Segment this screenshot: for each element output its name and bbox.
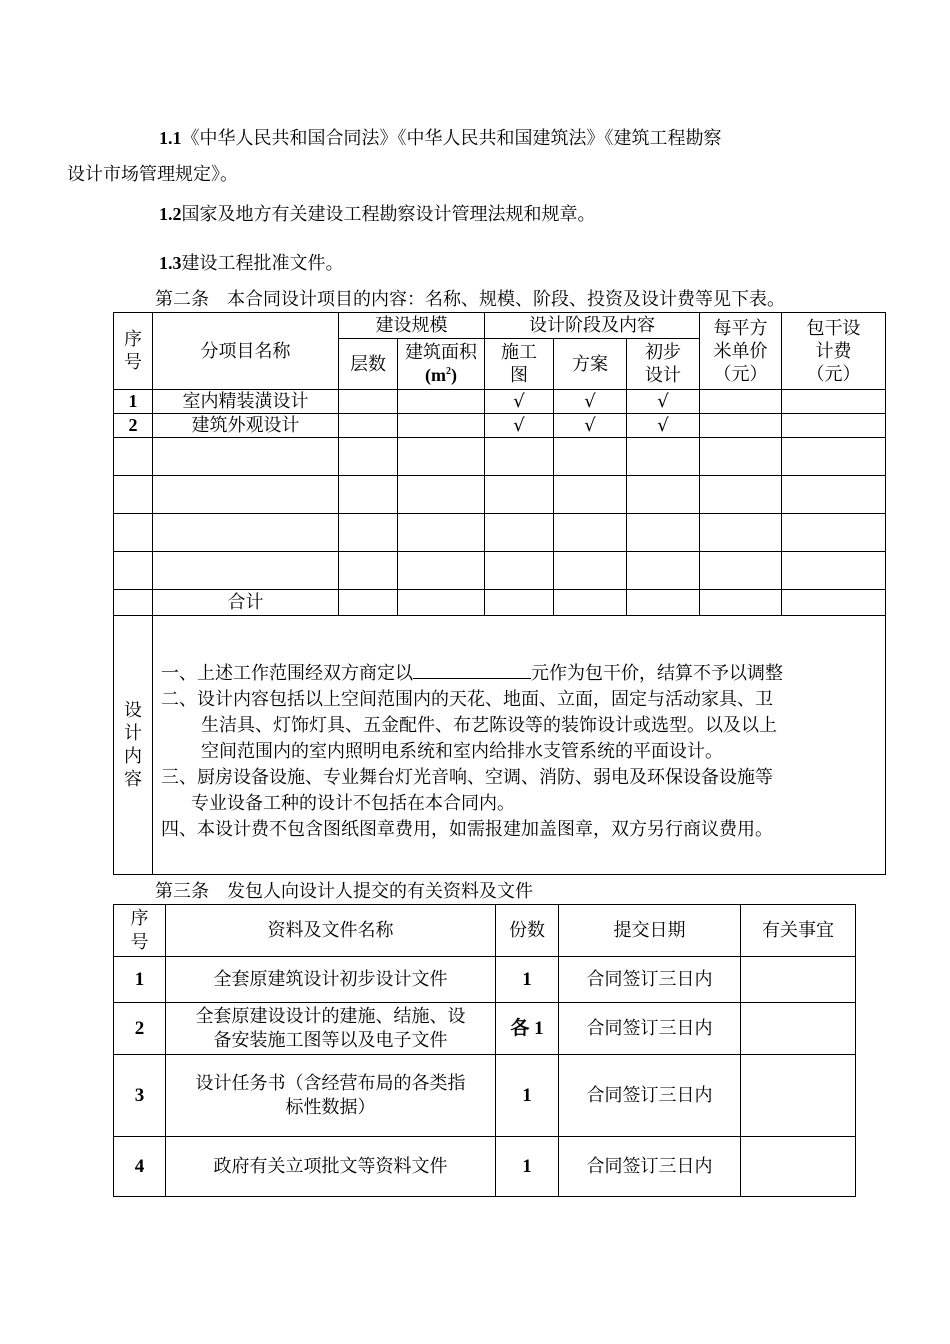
design-items-table (113, 312, 886, 875)
content-line-4: 四、本设计费不包含图纸图章费用，如需报建加盖图章，双方另行商议费用。 (161, 819, 773, 840)
clause-1-3 (113, 245, 873, 282)
row-lump-sum (782, 414, 886, 438)
row-date: 合同签订三日内 (559, 1137, 741, 1197)
table-row (114, 1137, 856, 1197)
row-seq: 3 (114, 1055, 166, 1137)
table-row (114, 1003, 856, 1055)
row-notes (741, 1003, 856, 1055)
row-floors (339, 390, 398, 414)
content-line-1: 一、上述工作范围经双方商定以 元作为包干价，结算不予以调整 (161, 660, 881, 687)
row-doc-name: 全套原建设设计的建施、结施、设 备安装施工图等以及电子文件 (166, 1003, 496, 1055)
total-label: 合计 (153, 590, 339, 616)
header-construction-drawing: 施工 图 (485, 339, 554, 390)
documents-table (113, 904, 856, 1197)
clause-1-1-number: 1.1 (159, 128, 182, 148)
header-seq: 序 号 (114, 313, 153, 390)
row-doc-name: 全套原建筑设计初步设计文件 (166, 957, 496, 1003)
clause-1-1-text: 《中华人民共和国合同法》《中华人民共和国建筑法》《建筑工程勘察 (181, 128, 722, 149)
header-area: 建筑面积 $(m^2)$ (398, 339, 485, 390)
article-2-heading: 第二条 本合同设计项目的内容：名称、规模、阶段、投资及设计费等见下表。 (155, 289, 785, 310)
header-scheme: 方案 (554, 339, 627, 390)
check-icon: √ (627, 390, 700, 414)
check-icon: √ (554, 414, 627, 438)
header-notes: 有关事宜 (741, 905, 856, 957)
header-date: 提交日期 (559, 905, 741, 957)
empty-row (114, 438, 886, 476)
design-content-label: 设 计 内 容 (114, 616, 153, 875)
row-area (398, 414, 485, 438)
clause-1-1 (67, 120, 873, 193)
row-date: 合同签订三日内 (559, 1003, 741, 1055)
clause-1-3-text: 建设工程批准文件。 (181, 253, 344, 274)
empty-row (114, 476, 886, 514)
table-row (114, 414, 886, 438)
check-icon: √ (485, 390, 554, 414)
design-content-text (153, 616, 886, 875)
price-blank-field (413, 660, 531, 679)
header-lump-sum: 包干设 计费 （元） (782, 313, 886, 390)
row-seq: 1 (114, 390, 153, 414)
content-line-2: 二、设计内容包括以上空间范围内的天花、地面、立面，固定与活动家具、卫 (161, 689, 773, 710)
header-scale: 建设规模 (339, 313, 485, 339)
row-copies: 1 (496, 957, 559, 1003)
header-preliminary: 初步 设计 (627, 339, 700, 390)
header-unit-price: 每平方 米单价 （元） (700, 313, 782, 390)
row-lump-sum (782, 390, 886, 414)
row-seq: 1 (114, 957, 166, 1003)
check-icon: √ (485, 414, 554, 438)
clause-1-3-number: 1.3 (159, 253, 182, 273)
row-notes (741, 1137, 856, 1197)
header-item-name: 分项目名称 (153, 313, 339, 390)
row-notes (741, 957, 856, 1003)
clause-1-2 (113, 196, 873, 233)
table-row (114, 390, 886, 414)
content-line-3b: 专业设备工种的设计不包括在本合同内。 (191, 793, 515, 814)
content-line-2c: 空间范围内的室内照明电系统和室内给排水支管系统的平面设计。 (201, 741, 723, 762)
clause-1-1-text-cont: 设计市场管理规定》。 (67, 164, 238, 185)
clause-1-2-number: 1.2 (159, 204, 182, 224)
header-stage: 设计阶段及内容 (485, 313, 700, 339)
row-area (398, 390, 485, 414)
header-floors: 层数 (339, 339, 398, 390)
article-3-heading: 第三条 发包人向设计人提交的有关资料及文件 (155, 881, 533, 902)
row-copies: 1 (496, 1055, 559, 1137)
row-copies: 各 1 (496, 1003, 559, 1055)
empty-row (114, 552, 886, 590)
row-date: 合同签订三日内 (559, 957, 741, 1003)
row-doc-name: 设计任务书（含经营布局的各类指 标性数据） (166, 1055, 496, 1137)
header-copies: 份数 (496, 905, 559, 957)
content-line-2b: 生洁具、灯饰灯具、五金配件、布艺陈设等的装饰设计或选型。以及以上 (201, 715, 777, 736)
row-unit-price (700, 390, 782, 414)
row-name: 建筑外观设计 (153, 414, 339, 438)
header-seq: 序 号 (114, 905, 166, 957)
row-floors (339, 414, 398, 438)
total-row (114, 590, 886, 616)
check-icon: √ (627, 414, 700, 438)
row-seq: 2 (114, 1003, 166, 1055)
row-doc-name: 政府有关立项批文等资料文件 (166, 1137, 496, 1197)
header-doc-name: 资料及文件名称 (166, 905, 496, 957)
table-row (114, 1055, 856, 1137)
row-name: 室内精装潢设计 (153, 390, 339, 414)
empty-row (114, 514, 886, 552)
row-date: 合同签订三日内 (559, 1055, 741, 1137)
row-seq: 2 (114, 414, 153, 438)
row-notes (741, 1055, 856, 1137)
row-seq: 4 (114, 1137, 166, 1197)
table-row (114, 957, 856, 1003)
clause-1-2-text: 国家及地方有关建设工程勘察设计管理法规和规章。 (181, 204, 596, 225)
row-unit-price (700, 414, 782, 438)
content-line-3: 三、厨房设备设施、专业舞台灯光音响、空调、消防、弱电及环保设备设施等 (161, 767, 773, 788)
design-content-row (114, 616, 886, 875)
row-copies: 1 (496, 1137, 559, 1197)
check-icon: √ (554, 390, 627, 414)
